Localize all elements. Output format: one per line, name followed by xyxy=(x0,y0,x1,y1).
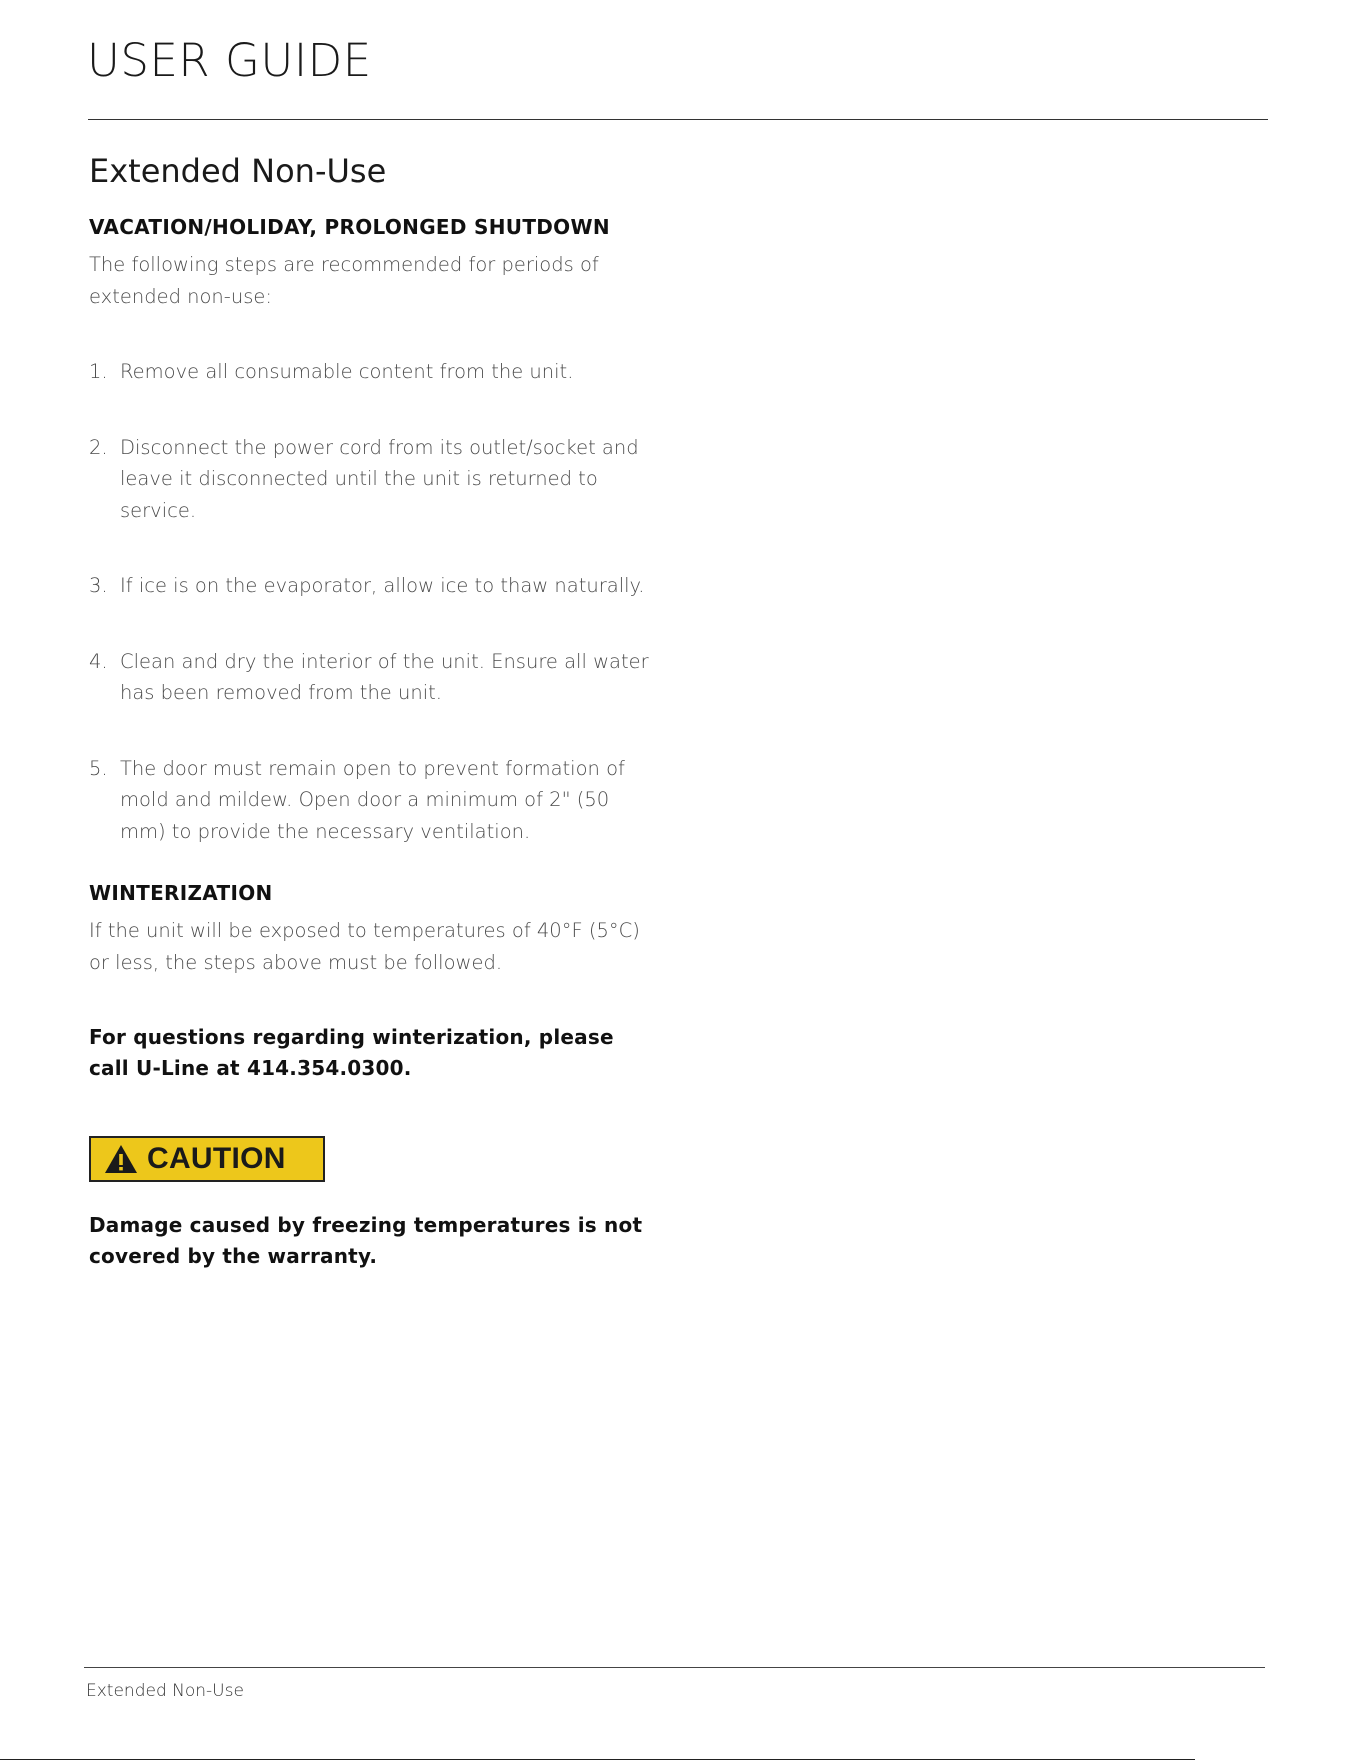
contact-note: For questions regarding winterization, please call U-Line at 414.354.0300. xyxy=(89,1025,614,1081)
winterization-paragraph: If the unit will be exposed to temperatures of 40°F (5°C) or less, the steps above must be followed. xyxy=(89,919,640,974)
step-text: Disconnect the power cord from its outlet/socket and leave it disconnected until the unit is returned to service. xyxy=(120,435,639,522)
winterization-subheading: WINTERIZATION xyxy=(89,881,273,906)
page-header-title: USER GUIDE xyxy=(87,34,372,87)
step-number: 5. xyxy=(89,756,108,780)
vacation-subheading: VACATION/HOLIDAY, PROLONGED SHUTDOWN xyxy=(89,215,610,240)
step-text: Clean and dry the interior of the unit. Ensure all water has been removed from the unit. xyxy=(120,649,649,705)
intro-paragraph: The following steps are recommended for periods of extended non-use: xyxy=(89,253,599,308)
step-item xyxy=(89,570,649,602)
step-item xyxy=(89,356,649,388)
footer-divider xyxy=(84,1667,1265,1668)
step-text: If ice is on the evaporator, allow ice to thaw naturally. xyxy=(120,574,645,598)
step-text: Remove all consumable content from the unit. xyxy=(120,360,574,384)
header-divider xyxy=(88,119,1268,120)
step-item xyxy=(89,432,649,527)
caution-label-box xyxy=(89,1136,325,1182)
caution-label: CAUTION xyxy=(147,1142,286,1176)
main-content xyxy=(89,154,649,1272)
step-item xyxy=(89,753,649,848)
steps-list xyxy=(89,356,649,847)
step-number: 1. xyxy=(89,360,108,384)
step-number: 2. xyxy=(89,435,108,459)
step-item xyxy=(89,646,649,709)
section-heading: Extended Non-Use xyxy=(89,152,387,190)
step-number: 3. xyxy=(89,574,108,598)
page-bottom-divider xyxy=(0,1759,1195,1760)
footer-section-label: Extended Non-Use xyxy=(86,1681,244,1701)
step-text: The door must remain open to prevent formation of mold and mildew. Open door a minimum of 2" (50 mm) to provide the necessary ventilation. xyxy=(120,756,625,843)
warranty-warning: Damage caused by freezing temperatures is not covered by the warranty. xyxy=(89,1213,643,1269)
warning-triangle-icon xyxy=(103,1143,139,1175)
step-number: 4. xyxy=(89,649,108,673)
